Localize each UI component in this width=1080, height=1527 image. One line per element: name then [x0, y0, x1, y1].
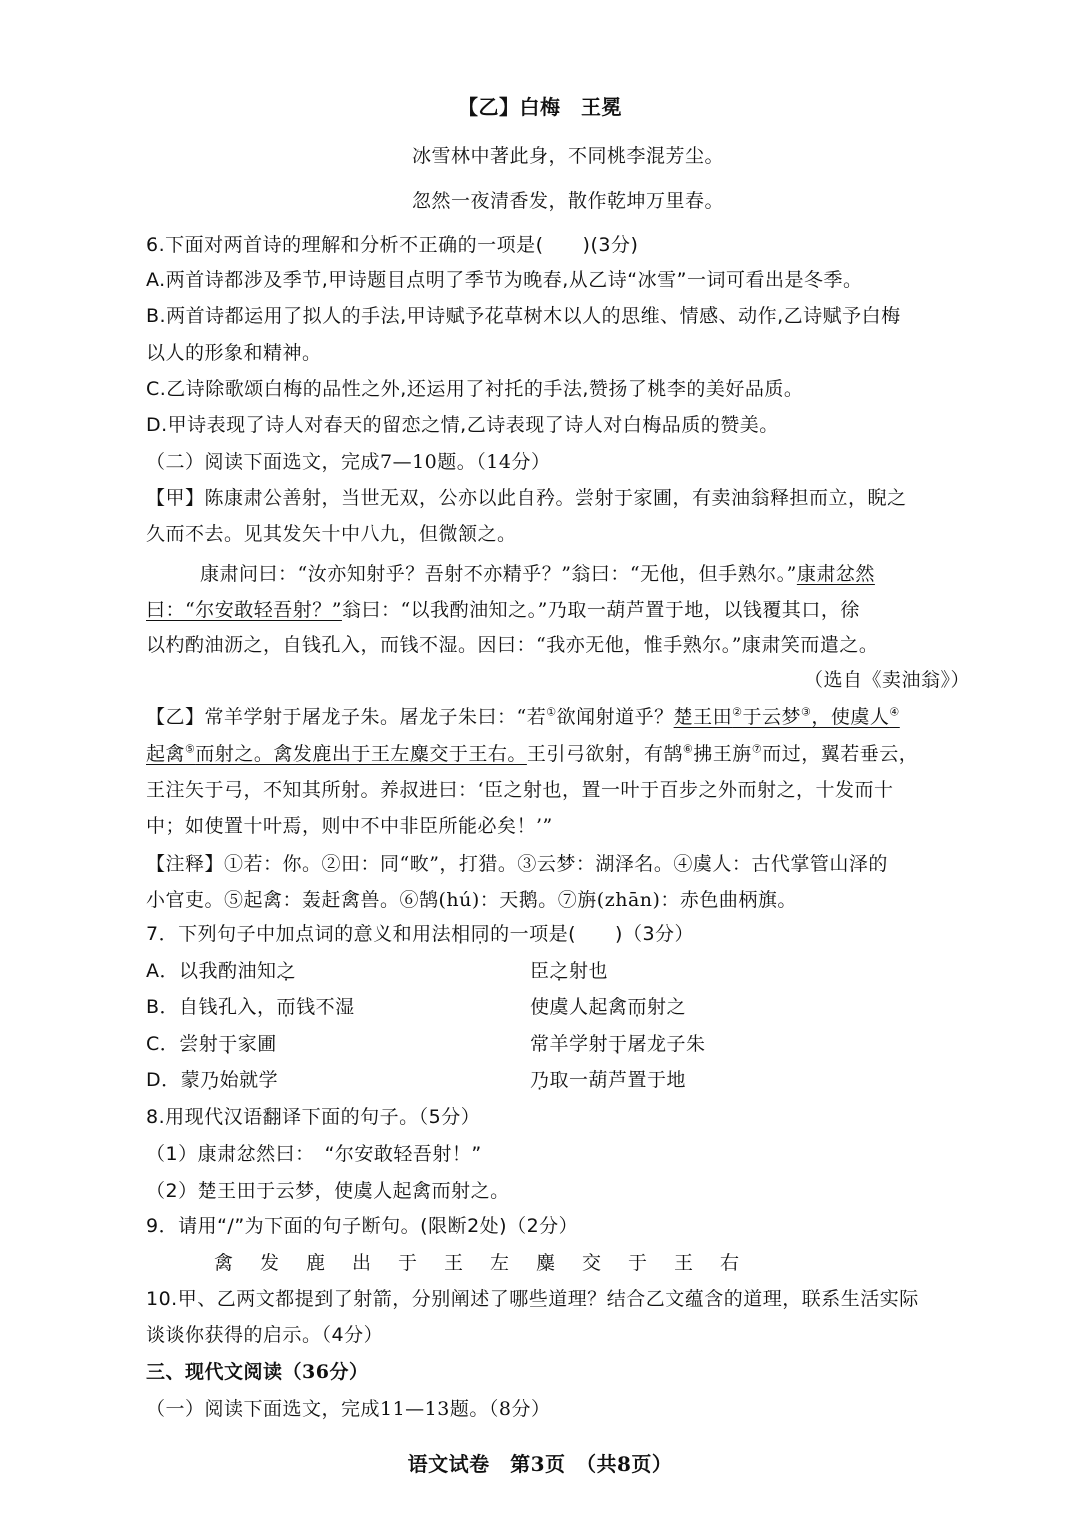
q10-line1: 10.甲、乙两文都提到了射箭，分别阐述了哪些道理？结合乙文蕴含的道理，联系生活实际	[146, 1288, 919, 1310]
text-a-p1-line2: 久而不去。见其发矢十中八九，但微颔之。	[146, 523, 517, 545]
section2-header: （二）阅读下面选文，完成7—10题。（14分）	[146, 451, 551, 473]
q7-option-a-left	[146, 957, 296, 985]
q7-b-right-pre: 使虞人起禽	[530, 996, 628, 1018]
q7-d-right-dot: 乃	[530, 1069, 550, 1091]
q7-stem-pre: 7．下列句子中加点词的意义和用法	[146, 923, 452, 945]
q7-d-right-post: 取一葫芦置于地	[549, 1069, 687, 1091]
text-b-under-d: 起禽	[146, 743, 186, 765]
text-b-underlined-1	[674, 706, 900, 728]
text-b-line1	[146, 703, 900, 731]
text-b-under-a: 楚王田	[673, 706, 733, 728]
text-a-p2-line1	[200, 560, 875, 588]
q7-a-left-dot: 之	[276, 960, 297, 982]
note-ref-7: ⑦	[751, 742, 763, 756]
note-ref-5: ⑤	[185, 742, 196, 756]
notes-line1: 【注释】①若：你。②田：同“畋”，打猎。③云梦：湖泽名。④虞人：古代掌管山泽的	[146, 853, 888, 875]
text-b-line1-plain: 【乙】常羊学射于屠龙子朱。屠龙子朱曰：“若	[146, 706, 547, 728]
q7-b-left-pre: B．自钱孔入，	[146, 996, 277, 1018]
q7-b-left-post: 钱不湿	[296, 996, 355, 1018]
q7-a-right-post: 射也	[569, 960, 609, 982]
text-b-line1-mid: 欲闻射道乎？	[556, 706, 674, 728]
text-b-line2-plain-a: 王引弓欲射，有鹄	[526, 743, 683, 765]
text-b-line3: 王注矢于弓，不知其所射。养叔进曰：‘臣之射也，置一叶于百步之外而射之，十发而十	[146, 779, 894, 801]
q8-sentence-2: （2）楚王田于云梦，使虞人起禽而射之。	[146, 1180, 510, 1202]
text-b-under-e: 而射之。禽发鹿出于王左麋交于王右。	[195, 743, 527, 765]
text-a-p2-line3: 以杓酌油沥之，自钱孔入，而钱不湿。因曰：“我亦无他，惟手熟尔。”康肃笑而遣之。	[146, 634, 879, 656]
q7-option-c-right	[530, 1030, 706, 1058]
q7-stem	[146, 920, 694, 948]
note-ref-6: ⑥	[682, 742, 694, 756]
q7-option-d-left	[146, 1066, 278, 1094]
text-b-under-c: ，使虞人	[811, 706, 890, 728]
text-b-line2-plain-b: 拂王旃	[693, 743, 752, 765]
q7-a-left-pre: A．以我酌油知	[146, 960, 277, 982]
notes-line2: 小官吏。⑤起禽：轰赶禽兽。⑥鹄(hú)：天鹅。⑦旃(zhān)：赤色曲柄旗。	[146, 889, 797, 911]
q8-stem: 8.用现代汉语翻译下面的句子。（5分）	[146, 1106, 481, 1128]
q7-stem-dot1: 相	[451, 923, 471, 945]
q7-option-c-left	[146, 1030, 277, 1058]
q9-stem: 9．请用“/”为下面的句子断句。(限断2处)（2分）	[146, 1215, 579, 1237]
text-a-p2-line1-plain: 康肃问曰：“汝亦知射乎？吾射不亦精乎？”翁曰：“无他，但手熟尔。”	[200, 563, 797, 585]
q7-option-d-right	[530, 1066, 686, 1094]
q7-d-left-pre: D．蒙	[146, 1069, 201, 1091]
q7-c-right-pre: 常羊学射	[530, 1033, 609, 1055]
text-b-line4: 中；如使置十叶焉，则中不中非臣所能必矣！’”	[146, 815, 553, 837]
poem-line-2: 忽然一夜清香发，散作乾坤万里春。	[411, 190, 724, 212]
text-b-line2	[146, 740, 918, 768]
text-b-line2-plain-c: 而过，翼若垂云，	[762, 743, 919, 765]
q7-a-right-dot: 之	[549, 960, 570, 982]
q6-option-d: D.甲诗表现了诗人对春天的留恋之情,乙诗表现了诗人对白梅品质的赞美。	[146, 414, 779, 436]
q7-option-b-left	[146, 993, 355, 1021]
q7-option-b-right	[530, 993, 686, 1021]
q7-c-right-dot: 于	[608, 1033, 628, 1055]
q8-sentence-1: （1）康肃忿然曰： “尔安敢轻吾射！”	[146, 1143, 482, 1165]
q10-line2: 谈谈你获得的启示。（4分）	[146, 1324, 384, 1346]
q7-d-left-dot: 乃	[200, 1069, 220, 1091]
poem-line-1: 冰雪林中著此身，不同桃李混芳尘。	[411, 145, 724, 167]
text-b-under-b: 于云梦	[742, 706, 802, 728]
section3-header: 三、现代文阅读（36分）	[146, 1361, 369, 1383]
poem-title: 【乙】白梅 王冕	[458, 95, 622, 119]
page-footer: 语文试卷 第3页 （共8页）	[407, 1452, 673, 1476]
section3-sub: （一）阅读下面选文，完成11—13题。（8分）	[146, 1398, 551, 1420]
q7-d-left-post: 始就学	[219, 1069, 279, 1091]
q7-c-right-post: 屠龙子朱	[627, 1033, 706, 1055]
note-ref-4: ④	[889, 705, 900, 719]
q7-b-right-post: 射之	[647, 996, 687, 1018]
q7-stem-post: 的一项是( )（3分）	[490, 923, 695, 945]
text-a-p1-line1: 【甲】陈康肃公善射，当世无双，公亦以此自矜。尝射于家圃，有卖油翁释担而立，睨之	[146, 487, 907, 509]
text-a-underlined-2: 曰：“尔安敢轻吾射？”	[146, 599, 342, 621]
q6-stem: 6.下面对两首诗的理解和分析不正确的一项是( )(3分)	[146, 234, 639, 256]
note-ref-1: ①	[546, 705, 557, 719]
text-a-underlined-1: 康肃忿然	[796, 563, 875, 585]
q7-b-right-dot: 而	[627, 996, 648, 1018]
note-ref-2: ②	[732, 705, 743, 719]
q9-sentence: 禽发鹿出于王左麋交于王右	[214, 1252, 767, 1274]
text-b-underlined-2	[146, 743, 527, 765]
q6-option-b-line2: 以人的形象和精神。	[146, 342, 322, 364]
text-a-p2-line2	[146, 596, 860, 624]
q7-stem-dot2: 同	[470, 923, 491, 945]
q7-c-left-dot: 于	[218, 1033, 238, 1055]
q7-c-left-post: 家圃	[237, 1033, 277, 1055]
q6-option-c: C.乙诗除歌颂白梅的品性之外,还运用了衬托的手法,赞扬了桃李的美好品质。	[146, 378, 804, 400]
q7-a-right-pre: 臣	[530, 960, 550, 982]
q7-b-left-dot: 而	[276, 996, 297, 1018]
q6-option-a: A.两首诗都涉及季节,甲诗题目点明了季节为晚春,从乙诗“冰雪”一词可看出是冬季。	[146, 269, 863, 291]
text-a-p2-line2-plain: 翁曰：“以我酌油知之。”乃取一葫芦置于地，以钱覆其口，徐	[341, 599, 860, 621]
q7-c-left-pre: C．尝射	[146, 1033, 219, 1055]
q7-option-a-right	[530, 957, 608, 985]
q6-option-b-line1: B.两首诗都运用了拟人的手法,甲诗赋予花草树木以人的思维、情感、动作,乙诗赋予白梅	[146, 305, 901, 327]
note-ref-3: ③	[801, 705, 812, 719]
text-a-source: （选自《卖油翁》）	[803, 669, 970, 691]
